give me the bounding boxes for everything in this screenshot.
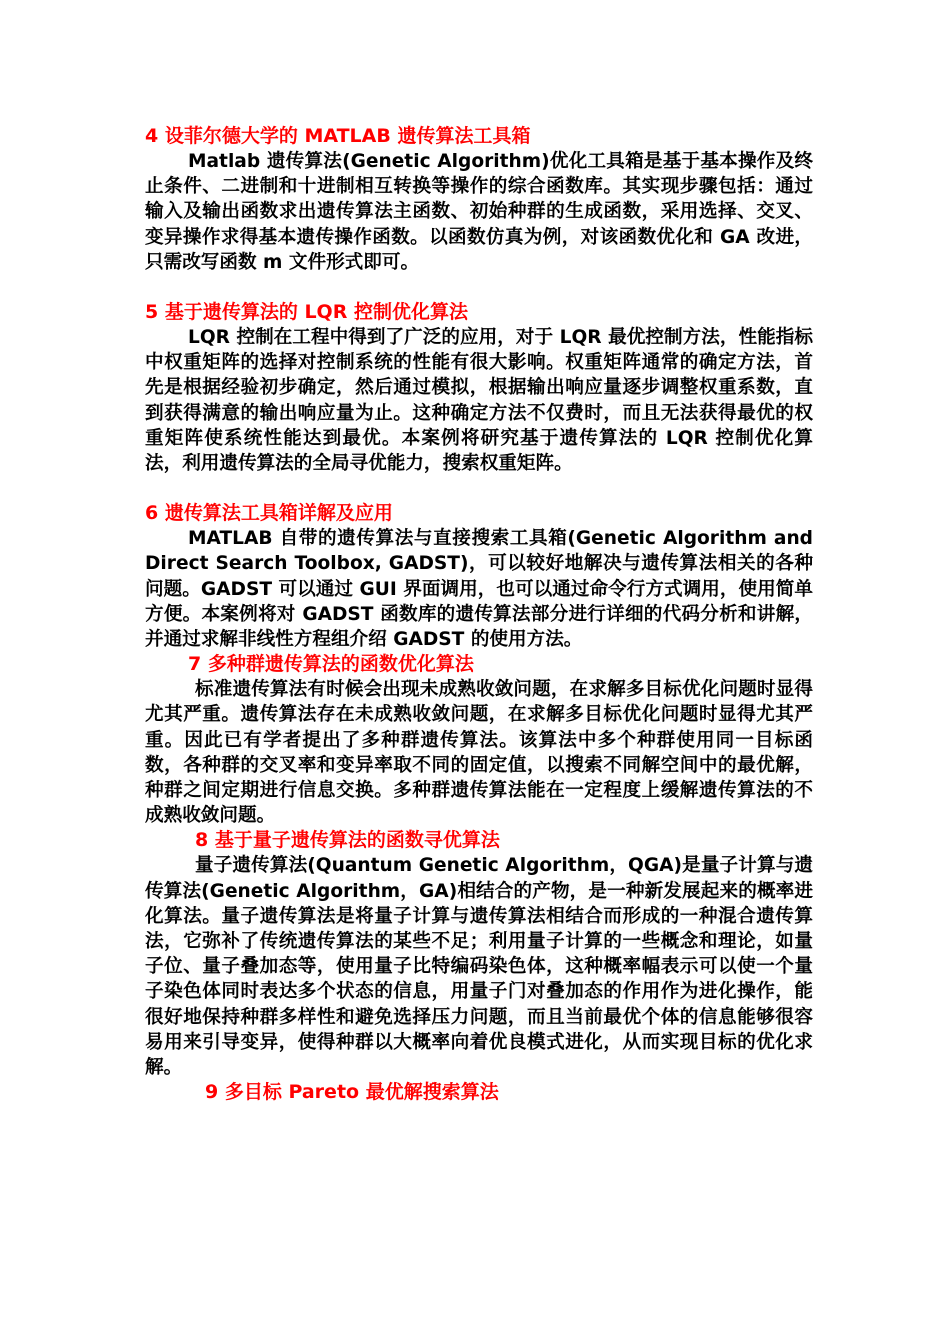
section-6	[145, 501, 813, 652]
section-9	[145, 1080, 813, 1105]
section-heading: 7 多种群遗传算法的函数优化算法	[188, 653, 474, 676]
section-heading: 5 基于遗传算法的 LQR 控制优化算法	[145, 301, 468, 324]
paragraph-spacer	[145, 275, 813, 300]
section-4	[145, 124, 813, 275]
section-5	[145, 300, 813, 476]
section-body: 量子遗传算法(Quantum Genetic Algorithm，QGA)是量子计算与遗传算法(Genetic Algorithm，GA)相结合的产物，是一种新发展起来的概率进化算法。量子遗传算法是将量子计算与遗传算法相结合而形成的一种混合遗传算法，它弥补了传统遗传算法的某些不足；利用量子计算的一些概念和理论，如量子位、量子叠加态等，使用量子比特编码染色体，这种概率幅表示可以使一个量子染色体同时表达多个状态的信息，用量子门对叠加态的作用作为进化操作，能很好地保持种群多样性和避免选择压力问题，而且当前最优个体的信息能够很容易用来引导变异，使得种群以大概率向着优良模式进化，从而实现目标的优化求解。	[145, 855, 813, 1079]
section-7	[145, 652, 813, 828]
section-body: Matlab 遗传算法(Genetic Algorithm)优化工具箱是基于基本操作及终止条件、二进制和十进制相互转换等操作的综合函数库。其实现步骤包括：通过输入及输出函数求出遗传算法主函数、初始种群的生成函数，采用选择、交叉、变异操作求得基本遗传操作函数。以函数仿真为例，对该函数优化和 GA 改进，只需改写函数 m 文件形式即可。	[145, 151, 813, 273]
paragraph-spacer	[145, 476, 813, 501]
section-heading: 9 多目标 Pareto 最优解搜索算法	[205, 1081, 499, 1104]
document-page	[145, 124, 813, 1105]
section-8	[145, 828, 813, 1080]
section-body: MATLAB 自带的遗传算法与直接搜索工具箱(Genetic Algorithm and Direct Search Toolbox, GADST)，可以较好地解决与遗传算法相关的各种问题。GADST 可以通过 GUI 界面调用，也可以通过命令行方式调用，使用简单方便。本案例将对 GADST 函数库的遗传算法部分进行详细的代码分析和讲解，并通过求解非线性方程组介绍 GADST 的使用方法。	[145, 528, 813, 651]
section-heading: 6 遗传算法工具箱详解及应用	[145, 502, 393, 525]
section-heading: 8 基于量子遗传算法的函数寻优算法	[195, 829, 500, 852]
section-body: 标准遗传算法有时候会出现未成熟收敛问题，在求解多目标优化问题时显得尤其严重。遗传算法存在未成熟收敛问题，在求解多目标优化问题时显得尤其严重。因此已有学者提出了多种群遗传算法。该算法中多个种群使用同一目标函数，各种群的交叉率和变异率取不同的固定值，以搜索不同解空间中的最优解，种群之间定期进行信息交换。多种群遗传算法能在一定程度上缓解遗传算法的不成熟收敛问题。	[145, 679, 813, 827]
section-heading: 4 设菲尔德大学的 MATLAB 遗传算法工具箱	[145, 125, 531, 147]
section-body: LQR 控制在工程中得到了广泛的应用，对于 LQR 最优控制方法，性能指标中权重矩阵的选择对控制系统的性能有很大影响。权重矩阵通常的确定方法，首先是根据经验初步确定，然后通过模拟，根据输出响应量逐步调整权重系数，直到获得满意的输出响应量为止。这种确定方法不仅费时，而且无法获得最优的权重矩阵使系统性能达到最优。本案例将研究基于遗传算法的 LQR 控制优化算法，利用遗传算法的全局寻优能力，搜索权重矩阵。	[145, 327, 813, 475]
